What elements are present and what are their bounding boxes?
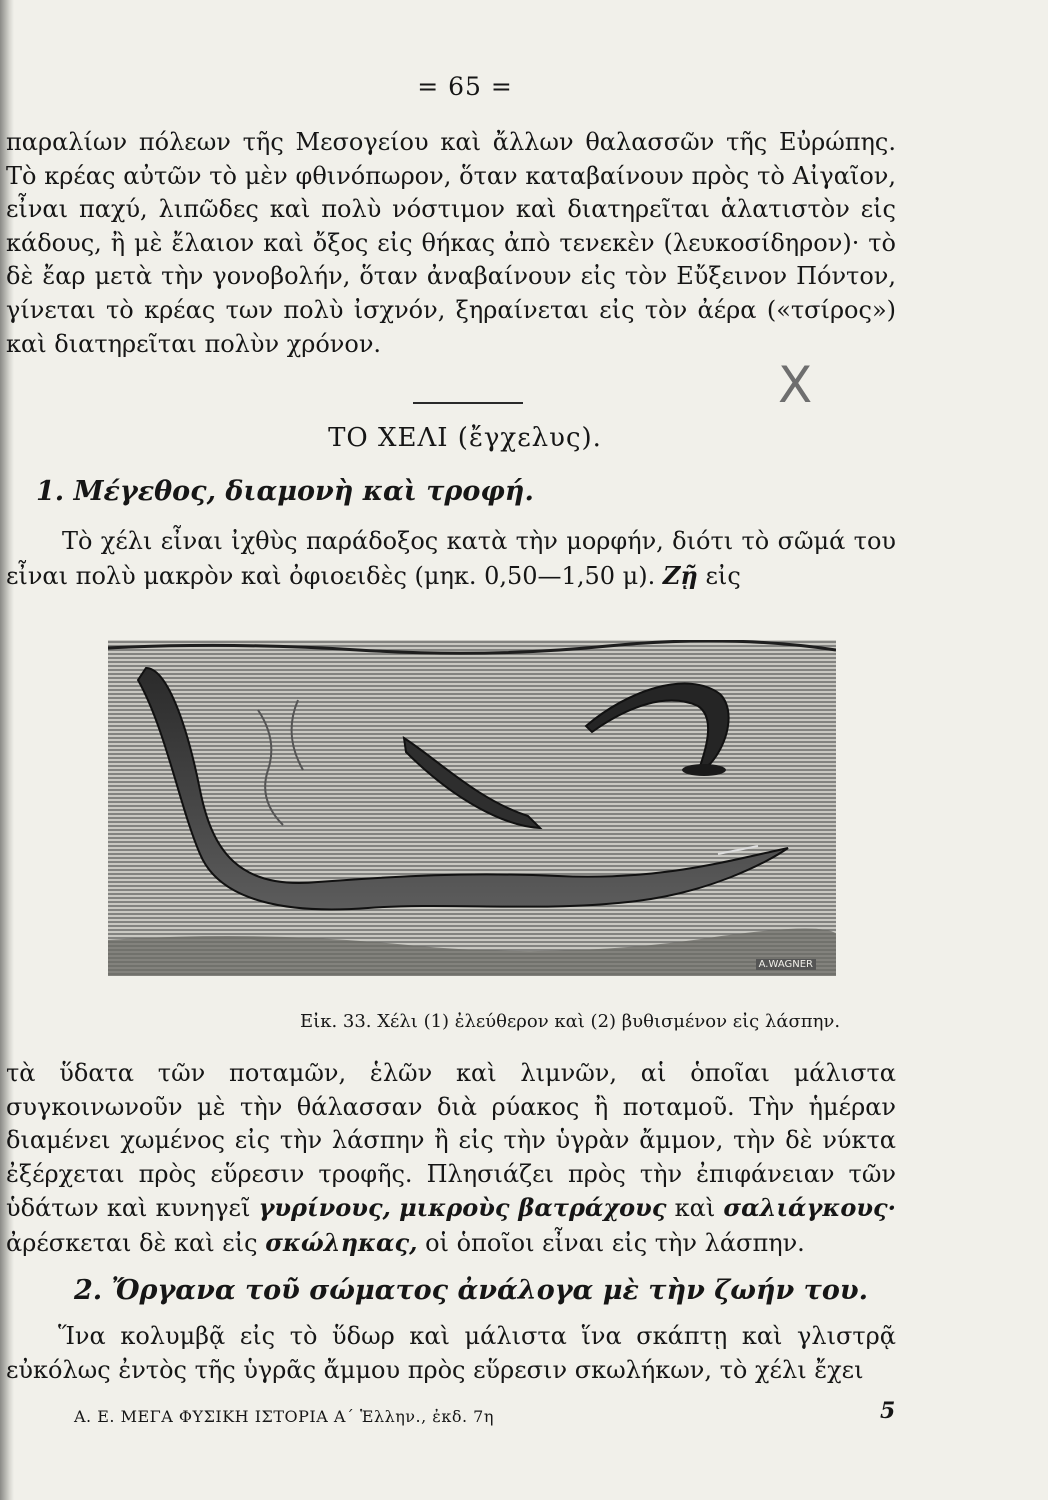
emphasis-snails: σαλιάγκους· — [723, 1193, 896, 1223]
paragraph-intro — [6, 525, 896, 593]
margin-x-mark: X — [778, 356, 813, 414]
section-title: ΤΟ ΧΕΛΙ (ἔγχελυς). — [328, 423, 602, 453]
heading-size-habitat-food: 1. Μέγεθος, διαμονὴ καὶ τροφή. — [36, 476, 534, 507]
emphasis-worms: σκώληκας, — [265, 1227, 418, 1257]
emphasis-tadpoles: γυρίνους, — [258, 1193, 391, 1223]
paragraph-habitat-text-2: καὶ — [674, 1194, 716, 1223]
paragraph-habitat-text-1: τὰ ὕδατα τῶν ποταμῶν, ἑλῶν καὶ λιμνῶν, αἱ ὁποῖαι μάλιστα συγκοινωνοῦν μὲ τὴν θάλασσαν διὰ ρύακος ἢ ποταμοῦ. Τὴν ἡμέραν διαμένει χωμένος εἰς τὴν λάσπην ἢ εἰς τὴν ὑγρὰν ἄμμον, τὴν δὲ νύκτα ἐξέρχεται πρὸς εὕρεσιν τροφῆς. Πλησιάζει πρὸς τὴν ἐπιφάνειαν τῶν ὑδάτων καὶ κυνηγεῖ — [6, 1059, 896, 1223]
heading-body-organs: 2. Ὄργανα τοῦ σώματος ἀνάλογα μὲ τὴν ζωήν του. — [74, 1275, 868, 1306]
paragraph-habitat — [6, 1057, 896, 1261]
page-number: = 65 = — [417, 72, 513, 101]
eel-illustration — [108, 640, 836, 976]
paragraph-intro-tail: εἰς — [705, 561, 741, 590]
paragraph-intro-emphasis: Ζῇ — [662, 560, 698, 590]
paragraph-top — [6, 126, 896, 361]
emphasis-frogs: μικροὺς βατράχους — [399, 1193, 667, 1223]
figure-caption: Εἰκ. 33. Χέλι (1) ἐλεύθερον καὶ (2) βυθισμένον εἰς λάσπην. — [300, 1011, 841, 1032]
mud-burrow — [682, 764, 726, 776]
section-divider — [413, 402, 523, 404]
paragraph-intro-text: Τὸ χέλι εἶναι ἰχθὺς παράδοξος κατὰ τὴν μορφήν, διότι τὸ σῶμά του εἶναι πολὺ μακρὸν καὶ ὀφιοειδὲς (μηκ. 0,50—1,50 μ). — [6, 527, 896, 590]
artist-signature: A.WAGNER — [756, 959, 816, 970]
paragraph-organs — [6, 1320, 896, 1387]
sheet-number: 5 — [880, 1398, 896, 1424]
paragraph-habitat-text-3: ἀρέσκεται δὲ καὶ εἰς — [6, 1228, 258, 1257]
paragraph-organs-text: Ἵνα κολυμβᾷ εἰς τὸ ὕδωρ καὶ μάλιστα ἵνα σκάπτῃ καὶ γλιστρᾷ εὐκόλως ἐντὸς τῆς ὑγρᾶς ἄμμου πρὸς εὕρεσιν σκωλήκων, τὸ χέλι ἔχει — [6, 1322, 896, 1384]
paragraph-top-text: παραλίων πόλεων τῆς Μεσογείου καὶ ἄλλων θαλασσῶν τῆς Εὐρώπης. Τὸ κρέας αὐτῶν τὸ μὲν φθινόπωρον, ὅταν καταβαίνουν πρὸς τὸ Αἰγαῖον, εἶναι παχύ, λιπῶδες καὶ πολὺ νόστιμον καὶ διατηρεῖται ἁλατιστὸν εἰς κάδους, ἢ μὲ ἔλαιον καὶ ὄξος εἰς θήκας ἀπὸ τενεκὲν (λευκοσίδηρον)· τὸ δὲ ἔαρ μετὰ τὴν γονοβολήν, ὅταν ἀναβαίνουν εἰς τὸν Εὔξεινον Πόντον, γίνεται τὸ κρέας των πολὺ ἰσχνόν, ξηραίνεται εἰς τὸν ἀέρα («τσίρος») καὶ διατηρεῖται πολὺν χρόνον. — [6, 128, 896, 358]
paragraph-habitat-text-4: οἱ ὁποῖοι εἶναι εἰς τὴν λάσπην. — [425, 1228, 805, 1257]
footer-book-title: Α. Ε. ΜΕΓΑ ΦΥΣΙΚΗ ΙΣΤΟΡΙΑ Α΄ Ἑλλην., ἐκδ. 7η — [74, 1407, 494, 1426]
